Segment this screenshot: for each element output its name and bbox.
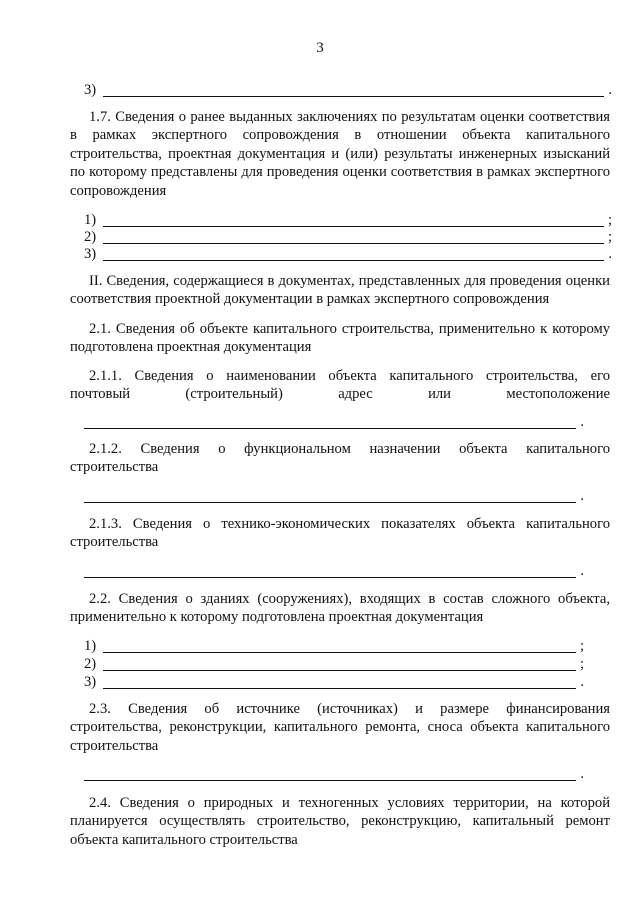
list-line-end: ; <box>607 212 612 228</box>
blank-line-2-1-2 <box>84 488 584 504</box>
section-2-1-1: 2.1.1. Сведения о наименовании объекта капитального строительства, его почтовый (строительный) адрес или местоположение <box>70 368 610 403</box>
list-line-3-top <box>84 82 612 98</box>
blank-line-2-1-1 <box>84 414 584 430</box>
list-line-label: 3) <box>84 674 97 690</box>
fill-in-rule <box>84 428 576 429</box>
fill-in-rule <box>84 577 576 578</box>
list-line-1-7-1 <box>84 212 612 228</box>
list-line-end: ; <box>579 638 584 654</box>
list-line-label: 1) <box>84 638 97 654</box>
list-line-2-2-1 <box>84 638 584 654</box>
section-2-1-2: 2.1.2. Сведения о функциональном назначении объекта капитального строительства <box>70 441 610 476</box>
blank-line-end: . <box>580 414 584 430</box>
list-line-end: . <box>608 246 612 262</box>
section-1-7: 1.7. Сведения о ранее выданных заключениях по результатам оценки соответствия в рамках экспертного сопровождения в отношении объекта капитального строительства, проектная документация и (или) результаты инженерных изысканий по которому представлены для проведения оценки соответствия в рамках экспертного сопровождения <box>70 109 610 199</box>
blank-line-end: . <box>580 488 584 504</box>
fill-in-rule <box>103 670 576 671</box>
list-line-label: 1) <box>84 212 97 228</box>
blank-line-2-3 <box>84 766 584 782</box>
list-line-label: 3) <box>84 82 97 98</box>
list-line-end: . <box>580 674 584 690</box>
list-line-1-7-3 <box>84 246 612 262</box>
list-line-end: ; <box>607 229 612 245</box>
list-line-end: ; <box>579 656 584 672</box>
list-line-label: 2) <box>84 656 97 672</box>
section-2-1: 2.1. Сведения об объекте капитального строительства, применительно к которому подготовлена проектная документация <box>70 321 610 356</box>
fill-in-rule <box>103 243 604 244</box>
blank-line-end: . <box>580 563 584 579</box>
blank-line-end: . <box>580 766 584 782</box>
fill-in-rule <box>103 226 604 227</box>
list-line-end: . <box>608 82 612 98</box>
list-line-2-2-3 <box>84 674 584 690</box>
list-line-1-7-2 <box>84 229 612 245</box>
section-2-heading: II. Сведения, содержащиеся в документах, представленных для проведения оценки соответствия проектной документации в рамках экспертного сопровождения <box>70 273 610 308</box>
list-line-label: 3) <box>84 246 97 262</box>
fill-in-rule <box>103 96 604 97</box>
page-number: 3 <box>316 40 324 56</box>
fill-in-rule <box>84 780 576 781</box>
fill-in-rule <box>103 688 576 689</box>
fill-in-rule <box>103 260 604 261</box>
section-2-2: 2.2. Сведения о зданиях (сооружениях), входящих в состав сложного объекта, применительно к которому подготовлена проектная документация <box>70 591 610 626</box>
section-2-1-3: 2.1.3. Сведения о технико-экономических показателях объекта капитального строительства <box>70 516 610 551</box>
fill-in-rule <box>84 502 576 503</box>
list-line-label: 2) <box>84 229 97 245</box>
fill-in-rule <box>103 652 576 653</box>
section-2-3: 2.3. Сведения об источнике (источниках) и размере финансирования строительства, реконструкции, капитального ремонта, сноса объекта капитального строительства <box>70 701 610 754</box>
list-line-2-2-2 <box>84 656 584 672</box>
section-2-4: 2.4. Сведения о природных и техногенных условиях территории, на которой планируется осуществлять строительство, реконструкцию, капитальный ремонт объекта капитального строительства <box>70 795 610 848</box>
blank-line-2-1-3 <box>84 563 584 579</box>
